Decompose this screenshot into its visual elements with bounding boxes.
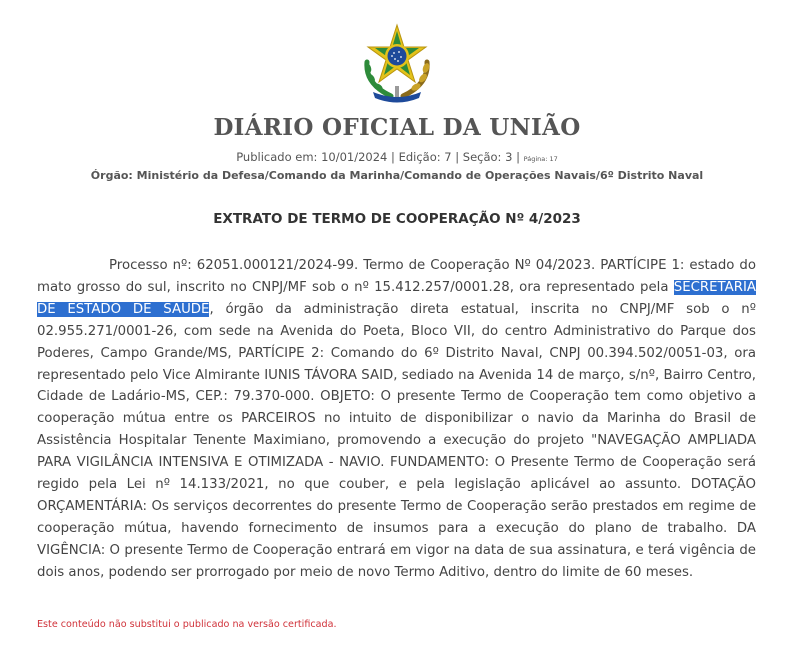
certification-disclaimer: Este conteúdo não substitui o publicado na versão certificada.	[37, 619, 337, 630]
document-heading: EXTRATO DE TERMO DE COOPERAÇÃO Nº 4/2023	[213, 211, 581, 227]
body-text-part: , órgão da administração direta estatual, inscrita no CNPJ/MF sob o nº 02.955.271/0001-26, com sede na Avenida do Poeta, Bloco VII, do centro Administrativo do Parque dos Poderes, Campo Grande/MS, PARTÍCIPE 2: Comando do 6º Distrito Naval, CNPJ 00.394.502/0051-03, ora representado pelo Vice Almirante IUNIS TÁVORA SAID, sediado na Avenida 14 de março, s/nº, Bairro Centro, Cidade de Ladário-MS, CEP.: 79.370-000. OBJETO: O presente Termo de Cooperação tem como objetivo a cooperação mútua entre os PARCEIROS no intuito de disponibilizar o navio da Marinha do Brasil de Assistência Hospitalar Tenente Maximiano, promovendo a execução do projeto "NAVEGAÇÃO AMPLIADA PARA VIGILÂNCIA INTENSIVA E OTIMIZADA - NAVIO. FUNDAMENTO: O Presente Termo de Cooperação será regido pela Lei nº 14.133/2021, no que couber, e pela legislação aplicável ao assunto. DOTAÇÃO ORÇAMENTÁRIA: Os serviços decorrentes do presente Termo de Cooperação serão prestados em regime de cooperação mútua, havendo fornecimento de insumos para a execução do plano de trabalho. DA VIGÊNCIA: O presente Termo de Cooperação entrará em vigor na data de sua assinatura, e terá vigência de dois anos, podendo ser prorrogado por meio de novo Termo Aditivo, dentro do limite de 60 meses.	[37, 301, 756, 580]
newspaper-title: DIÁRIO OFICIAL DA UNIÃO	[213, 114, 581, 141]
highlighted-selection[interactable]: SECRETARIA DE ESTADO DE SAÚDE	[37, 279, 756, 317]
section-number: Seção: 3	[462, 150, 513, 164]
body-text-part: Processo nº: 62051.000121/2024-99. Termo de Cooperação Nº 04/2023. PARTÍCIPE 1: estado do mato grosso do sul, inscrito no CNPJ/MF sob o nº 15.412.257/0001.28, ora representado pela	[37, 258, 756, 295]
page-number: Página: 17	[523, 155, 558, 163]
separator: |	[391, 150, 395, 164]
separator: |	[455, 150, 460, 164]
brazil-coat-of-arms-icon	[355, 22, 439, 106]
edition-number: Edição: 7	[398, 150, 452, 164]
separator: |	[516, 150, 520, 164]
publication-info	[0, 150, 794, 164]
published-date: Publicado em: 10/01/2024	[236, 150, 388, 164]
issuing-agency: Órgão: Ministério da Defesa/Comando da Marinha/Comando de Operações Navais/6º Distrito Naval	[90, 169, 704, 182]
document-body	[37, 255, 756, 584]
